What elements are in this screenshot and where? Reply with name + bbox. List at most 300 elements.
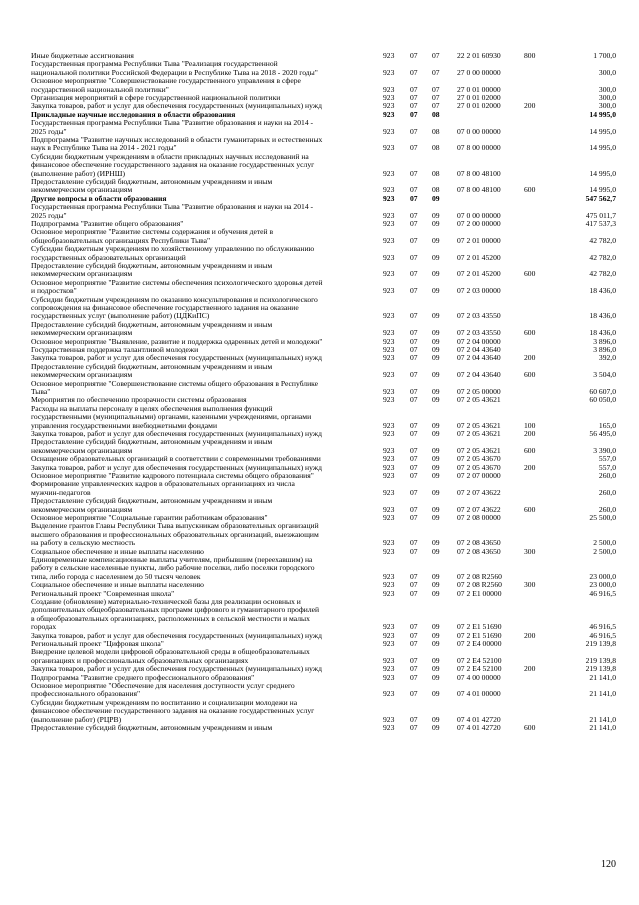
- row-rz: 07: [410, 144, 418, 153]
- row-name-line: мужчин-педагогов: [31, 488, 91, 497]
- row-ved: 923: [383, 220, 395, 228]
- row-sum: 21 141,0: [589, 715, 616, 724]
- row-pr: 09: [432, 430, 440, 438]
- table-row: [0, 699, 639, 724]
- table-row: [0, 338, 639, 346]
- row-rz: 07: [410, 94, 418, 102]
- row-cs: 07 2 08 43650: [457, 539, 501, 548]
- row-pr: 09: [432, 488, 440, 497]
- row-name-line: Предоставление субсидий бюджетным, автономным учреждениям и иным: [31, 497, 273, 506]
- row-sum: 23 000,0: [589, 581, 616, 590]
- row-sum: 165,0: [598, 421, 616, 430]
- row-name: [31, 77, 377, 94]
- row-cs: 07 8 00 48100: [457, 186, 501, 195]
- table-row: [0, 94, 639, 102]
- row-pr: 09: [432, 724, 440, 732]
- row-cs: 07 2 08 43650: [457, 547, 501, 556]
- row-vr: 200: [524, 631, 536, 640]
- row-vr: 100: [524, 421, 536, 430]
- row-name: [31, 203, 377, 220]
- row-sum: 14 995,0: [589, 186, 616, 195]
- table-row: [0, 354, 639, 362]
- row-rz: 07: [410, 631, 418, 640]
- row-pr: 09: [432, 354, 440, 363]
- row-rz: 07: [410, 337, 418, 346]
- row-name-line: Основное мероприятие "Социальные гарантии работникам образования": [31, 514, 268, 522]
- row-name: [31, 111, 377, 119]
- row-pr: 08: [432, 144, 440, 153]
- row-sum: 417 537,3: [585, 220, 616, 228]
- row-pr: 09: [432, 455, 440, 464]
- row-cs: 07 4 01 42720: [457, 724, 501, 732]
- row-pr: 09: [432, 236, 440, 245]
- row-name-line: Организация мероприятий в сфере государственной национальной политики: [31, 94, 281, 102]
- row-ved: 923: [383, 463, 395, 472]
- row-sum: 42 782,0: [589, 253, 616, 262]
- row-ved: 923: [383, 430, 395, 438]
- row-pr: 09: [432, 472, 440, 480]
- row-name-line: некоммерческим организациям: [31, 329, 133, 338]
- row-name: [31, 665, 377, 673]
- table-row: [0, 346, 639, 354]
- row-name-line: и подростков": [31, 287, 77, 296]
- table-row: [0, 111, 639, 119]
- row-name-line: Основное мероприятие "Развитие системы обеспечения психологического здоровья детей: [31, 278, 323, 287]
- row-name: [31, 497, 377, 514]
- row-cs: 27 0 01 00000: [457, 85, 501, 94]
- row-pr: 08: [432, 169, 440, 178]
- row-name-line: Государственная программа Республики Тыва "Развитие образования и науки на 2014 -: [31, 203, 314, 212]
- row-name: [31, 119, 377, 136]
- row-sum: 18 436,0: [589, 287, 616, 296]
- row-cs: 07 2 E4 00000: [457, 640, 502, 648]
- row-sum: 21 141,0: [589, 673, 616, 682]
- row-name-line: Закупка товаров, работ и услуг для обеспечения государственных (муниципальных) нужд: [31, 102, 322, 111]
- row-ved: 923: [383, 589, 395, 598]
- row-name: [31, 60, 377, 77]
- row-vr: 600: [524, 186, 536, 195]
- row-rz: 07: [410, 724, 418, 732]
- table-row: [0, 228, 639, 245]
- row-name-line: Предоставление субсидий бюджетным, автономным учреждениям и иным: [31, 438, 273, 447]
- row-pr: 09: [432, 220, 440, 228]
- row-name-line: некоммерческим организациям: [31, 270, 133, 279]
- row-cs: 07 2 04 43640: [457, 346, 501, 354]
- row-sum: 42 782,0: [589, 236, 616, 245]
- row-cs: 27 0 01 02000: [457, 94, 501, 102]
- table-row: [0, 581, 639, 589]
- row-name: [31, 464, 377, 472]
- row-cs: 07 4 01 42720: [457, 715, 501, 724]
- row-sum: 23 000,0: [589, 572, 616, 581]
- table-row: [0, 472, 639, 480]
- row-name-line: Предоставление субсидий бюджетным, автономным учреждениям и иным: [31, 320, 273, 329]
- row-cs: 07 2 00 00000: [457, 220, 501, 228]
- row-ved: 923: [383, 387, 395, 396]
- row-rz: 07: [410, 488, 418, 497]
- row-sum: 300,0: [598, 102, 616, 111]
- row-name-line: наук в Республике Тыва на 2014 - 2021 годы": [31, 144, 177, 153]
- row-name: [31, 548, 377, 556]
- row-ved: 923: [383, 505, 395, 514]
- row-rz: 07: [410, 446, 418, 455]
- row-ved: 923: [383, 312, 395, 321]
- row-vr: 600: [524, 724, 536, 732]
- row-cs: 07 2 01 45200: [457, 253, 501, 262]
- row-name-line: Прикладные научные исследования в области образования: [31, 110, 236, 119]
- row-ved: 923: [383, 623, 395, 632]
- row-ved: 923: [383, 572, 395, 581]
- row-name: [31, 346, 377, 354]
- row-name: [31, 94, 377, 102]
- row-sum: 475 011,7: [585, 211, 616, 220]
- row-vr: 300: [524, 581, 536, 590]
- row-name: [31, 590, 377, 598]
- row-ved: 923: [383, 287, 395, 296]
- row-name: [31, 52, 377, 60]
- row-name: [31, 228, 377, 245]
- row-rz: 07: [410, 656, 418, 665]
- row-sum: 260,0: [598, 505, 616, 514]
- row-name-line: Основное мероприятие "Совершенствование системы общего образования в Республике: [31, 379, 319, 388]
- row-sum: 60 050,0: [589, 396, 616, 405]
- row-name: [31, 195, 377, 203]
- row-name: [31, 699, 377, 724]
- table-row: [0, 590, 639, 598]
- row-sum: 42 782,0: [589, 270, 616, 279]
- row-sum: 3 504,0: [593, 371, 616, 380]
- table-row: [0, 153, 639, 178]
- table-row: [0, 178, 639, 195]
- row-rz: 07: [410, 547, 418, 556]
- row-name: [31, 682, 377, 699]
- row-name-line: (выполнение работ) (РЦРВ): [31, 715, 122, 724]
- row-sum: 3 896,0: [593, 346, 616, 354]
- row-ved: 923: [383, 581, 395, 590]
- row-vr: 200: [524, 354, 536, 363]
- row-name-line: профессионального образования": [31, 690, 141, 699]
- row-cs: 07 2 08 R2560: [457, 581, 502, 590]
- row-sum: 14 995,0: [589, 127, 616, 136]
- row-rz: 07: [410, 253, 418, 262]
- table-row: [0, 548, 639, 556]
- table-row: [0, 674, 639, 682]
- row-sum: 14 995,0: [589, 169, 616, 178]
- row-ved: 923: [383, 488, 395, 497]
- row-name-line: Закупка товаров, работ и услуг для обеспечения государственных (муниципальных) нужд: [31, 665, 322, 674]
- row-pr: 09: [432, 665, 440, 674]
- row-name: [31, 640, 377, 648]
- table-row: [0, 220, 639, 228]
- row-name-line: Государственная поддержка талантливой молодежи: [31, 346, 199, 354]
- row-cs: 07 2 E4 52100: [457, 656, 502, 665]
- row-name-line: Расходы на выплаты персоналу в целях обеспечения выполнения функций: [31, 404, 273, 413]
- row-pr: 09: [432, 396, 440, 405]
- row-rz: 07: [410, 220, 418, 228]
- row-name: [31, 514, 377, 522]
- row-name: [31, 153, 377, 178]
- row-name: [31, 581, 377, 589]
- row-name: [31, 102, 377, 110]
- row-name-line: Предоставление субсидий бюджетным, автономным учреждениям и иным: [31, 262, 273, 270]
- row-ved: 923: [383, 514, 395, 522]
- row-rz: 07: [410, 430, 418, 438]
- table-row: [0, 279, 639, 296]
- table-row: [0, 245, 639, 262]
- row-name: [31, 279, 377, 296]
- row-ved: 923: [383, 169, 395, 178]
- table-row: [0, 60, 639, 77]
- row-name-line: некоммерческим организациям: [31, 446, 133, 455]
- row-ved: 923: [383, 194, 395, 203]
- row-rz: 07: [410, 623, 418, 632]
- row-ved: 923: [383, 110, 395, 119]
- row-cs: 07 2 03 00000: [457, 287, 501, 296]
- row-name: [31, 438, 377, 455]
- row-cs: 07 2 03 43550: [457, 312, 501, 321]
- row-rz: 07: [410, 287, 418, 296]
- row-sum: 46 916,5: [589, 589, 616, 598]
- row-sum: 3 390,0: [593, 446, 616, 455]
- row-cs: 27 0 00 00000: [457, 68, 501, 77]
- row-cs: 07 2 05 43621: [457, 430, 501, 438]
- row-name: [31, 674, 377, 682]
- row-cs: 07 2 05 43621: [457, 421, 501, 430]
- row-sum: 14 995,0: [589, 144, 616, 153]
- row-pr: 09: [432, 547, 440, 556]
- row-name-line: общеобразовательных организациях Республики Тыва": [31, 236, 211, 245]
- row-pr: 09: [432, 287, 440, 296]
- row-name-line: Субсидии бюджетным учреждениям по воспитанию и социализации молодежи на: [31, 698, 298, 707]
- row-rz: 07: [410, 346, 418, 354]
- table-row: [0, 598, 639, 632]
- row-cs: 07 2 E1 00000: [457, 589, 502, 598]
- row-name-line: государственных образовательных организаций: [31, 253, 186, 262]
- row-pr: 08: [432, 186, 440, 195]
- table-row: [0, 480, 639, 497]
- row-name-line: Закупка товаров, работ и услуг для обеспечения государственных (муниципальных) нужд: [31, 430, 322, 438]
- row-ved: 923: [383, 396, 395, 405]
- row-name-line: дополнительных общеобразовательных программ цифрового и гуманитарного профилей: [31, 606, 320, 615]
- row-name-line: Подпрограмма "Развитие научных исследований в области гуманитарных и естественных: [31, 136, 323, 144]
- row-vr: 600: [524, 371, 536, 380]
- row-name-line: Создание (обновление) материально-технической базы для реализации основных и: [31, 598, 301, 606]
- row-name: [31, 455, 377, 463]
- row-sum: 557,0: [598, 463, 616, 472]
- row-name-line: финансовое обеспечение государственного задания на оказание государственных услуг: [31, 707, 315, 716]
- row-name: [31, 262, 377, 279]
- row-pr: 09: [432, 589, 440, 598]
- row-name-line: некоммерческим организациям: [31, 186, 133, 195]
- row-name: [31, 648, 377, 665]
- row-name-line: Предоставление субсидий бюджетным, автономным учреждениям и иным: [31, 178, 273, 186]
- row-vr: 200: [524, 102, 536, 111]
- row-cs: 07 2 07 43622: [457, 488, 501, 497]
- row-cs: 07 2 04 00000: [457, 337, 501, 346]
- row-sum: 219 139,8: [585, 656, 616, 665]
- row-ved: 923: [383, 253, 395, 262]
- row-sum: 300,0: [598, 94, 616, 102]
- row-name-line: Основное мероприятие "Обеспечение для населения доступности услуг среднего: [31, 682, 295, 690]
- row-vr: 600: [524, 446, 536, 455]
- row-vr: 600: [524, 270, 536, 279]
- row-rz: 07: [410, 354, 418, 363]
- row-pr: 09: [432, 270, 440, 279]
- row-pr: 09: [432, 715, 440, 724]
- row-cs: 07 2 05 00000: [457, 387, 501, 396]
- row-sum: 21 141,0: [589, 724, 616, 732]
- row-ved: 923: [383, 127, 395, 136]
- row-ved: 923: [383, 52, 395, 60]
- row-sum: 547 562,7: [585, 194, 616, 203]
- row-sum: 260,0: [598, 488, 616, 497]
- row-rz: 07: [410, 589, 418, 598]
- row-pr: 09: [432, 690, 440, 699]
- row-rz: 07: [410, 194, 418, 203]
- row-pr: 07: [432, 102, 440, 111]
- row-cs: 07 2 E1 51690: [457, 631, 502, 640]
- table-row: [0, 296, 639, 321]
- row-name-line: Подпрограмма "Развитие среднего профессионального образования": [31, 673, 255, 682]
- table-row: [0, 724, 639, 732]
- table-row: [0, 640, 639, 648]
- row-sum: 2 500,0: [593, 547, 616, 556]
- row-pr: 09: [432, 631, 440, 640]
- row-sum: 1 700,0: [593, 52, 616, 60]
- row-name-line: Формирование управленческих кадров в образовательных организациях из числа: [31, 480, 295, 489]
- row-ved: 923: [383, 472, 395, 480]
- row-cs: 07 2 07 00000: [457, 472, 501, 480]
- row-ved: 923: [383, 656, 395, 665]
- row-vr: 800: [524, 52, 536, 60]
- row-cs: 07 2 05 43621: [457, 446, 501, 455]
- row-name-line: 2025 годы": [31, 211, 67, 220]
- row-cs: 07 2 04 43640: [457, 354, 501, 363]
- row-rz: 07: [410, 539, 418, 548]
- table-row: [0, 119, 639, 136]
- table-row: [0, 405, 639, 430]
- row-name-line: организациях и профессиональных образовательных организациях: [31, 656, 249, 665]
- row-rz: 07: [410, 68, 418, 77]
- row-name-line: Основное мероприятие "Развитие системы содержания и обучения детей в: [31, 228, 274, 237]
- row-rz: 07: [410, 715, 418, 724]
- row-vr: 200: [524, 665, 536, 674]
- row-name-line: Основное мероприятие "Совершенствование государственного управления в сфере: [31, 77, 301, 86]
- row-name: [31, 136, 377, 153]
- row-name-line: некоммерческим организациям: [31, 505, 133, 514]
- row-name: [31, 245, 377, 262]
- row-rz: 07: [410, 665, 418, 674]
- row-cs: 07 4 00 00000: [457, 673, 501, 682]
- table-row: [0, 102, 639, 110]
- row-sum: 60 607,0: [589, 387, 616, 396]
- row-ved: 923: [383, 640, 395, 648]
- row-rz: 07: [410, 387, 418, 396]
- row-rz: 07: [410, 640, 418, 648]
- row-rz: 07: [410, 102, 418, 111]
- table-row: [0, 203, 639, 220]
- row-cs: 07 2 03 43550: [457, 329, 501, 338]
- row-ved: 923: [383, 236, 395, 245]
- table-row: [0, 522, 639, 547]
- row-rz: 07: [410, 52, 418, 60]
- row-pr: 09: [432, 640, 440, 648]
- row-cs: 07 8 00 48100: [457, 169, 501, 178]
- row-pr: 09: [432, 253, 440, 262]
- row-name-line: Подпрограмма "Развитие общего образования": [31, 220, 184, 228]
- row-rz: 07: [410, 236, 418, 245]
- row-cs: 07 2 04 43640: [457, 371, 501, 380]
- row-cs: 07 2 E1 51690: [457, 623, 502, 632]
- row-sum: 3 896,0: [593, 337, 616, 346]
- row-cs: 07 2 01 45200: [457, 270, 501, 279]
- row-name-line: Социальное обеспечение и иные выплаты населению: [31, 547, 204, 556]
- row-pr: 09: [432, 194, 440, 203]
- row-name-line: Другие вопросы в области образования: [31, 194, 167, 203]
- row-pr: 09: [432, 312, 440, 321]
- row-name-line: городах: [31, 623, 57, 632]
- row-name: [31, 354, 377, 362]
- row-rz: 07: [410, 329, 418, 338]
- row-name-line: государственных услуг (выполнение работ) (ЦДКиПС): [31, 312, 210, 321]
- row-pr: 09: [432, 329, 440, 338]
- row-name: [31, 480, 377, 497]
- row-cs: 07 2 07 43622: [457, 505, 501, 514]
- row-name-line: Тыва": [31, 387, 51, 396]
- row-ved: 923: [383, 539, 395, 548]
- row-name-line: Субсидии бюджетным учреждениям по хозяйственному управлению по обслуживанию: [31, 245, 315, 254]
- table-row: [0, 438, 639, 455]
- row-pr: 09: [432, 581, 440, 590]
- row-name: [31, 363, 377, 380]
- row-name: [31, 472, 377, 480]
- row-name: [31, 598, 377, 632]
- row-sum: 25 500,0: [589, 514, 616, 522]
- row-cs: 27 0 01 02000: [457, 102, 501, 111]
- row-cs: 07 2 05 43670: [457, 463, 501, 472]
- table-row: [0, 682, 639, 699]
- row-ved: 923: [383, 68, 395, 77]
- row-ved: 923: [383, 371, 395, 380]
- row-ved: 923: [383, 102, 395, 111]
- table-row: [0, 262, 639, 279]
- row-ved: 923: [383, 690, 395, 699]
- row-vr: 600: [524, 505, 536, 514]
- table-row: [0, 464, 639, 472]
- row-name-line: национальной политики Российской Федерации в Республике Тыва на 2018 - 2020 годы": [31, 68, 318, 77]
- row-name: [31, 220, 377, 228]
- row-name-line: Государственная программа Республики Тыва "Развитие образования и науки на 2014 -: [31, 119, 314, 128]
- row-ved: 923: [383, 665, 395, 674]
- row-name-line: Субсидии бюджетным учреждениям в области прикладных научных исследований на: [31, 152, 309, 161]
- table-row: [0, 648, 639, 665]
- table-row: [0, 556, 639, 581]
- row-sum: 300,0: [598, 68, 616, 77]
- row-name: [31, 321, 377, 338]
- row-rz: 07: [410, 312, 418, 321]
- row-vr: 200: [524, 463, 536, 472]
- row-ved: 923: [383, 455, 395, 464]
- row-pr: 09: [432, 623, 440, 632]
- row-name-line: финансовое обеспечение государственного задания на оказание государственных услуг: [31, 161, 315, 170]
- row-pr: 09: [432, 505, 440, 514]
- table-row: [0, 195, 639, 203]
- row-sum: 219 139,8: [585, 640, 616, 648]
- row-sum: 219 139,8: [585, 665, 616, 674]
- row-pr: 07: [432, 85, 440, 94]
- row-vr: 600: [524, 329, 536, 338]
- row-rz: 07: [410, 371, 418, 380]
